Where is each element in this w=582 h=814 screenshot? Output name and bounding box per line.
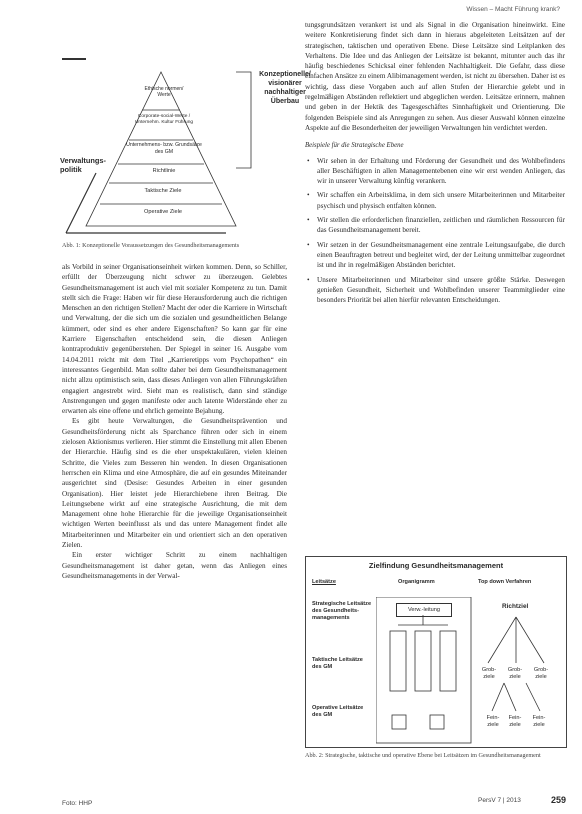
- bullet-item: • Wir stellen die erforderlichen finanziellen, zeitlichen und räumlichen Ressourcen für das Gesundheitsmanagement bereit.: [305, 215, 565, 236]
- section-rule: [62, 58, 86, 60]
- bullet-item: • Wir schaffen ein Arbeitsklima, in dem sich unsere Mitarbeiterinnen und Mitarbeiter psychisch und physisch entfalten können.: [305, 190, 565, 211]
- bullet-item: • Unsere Mitarbeiterinnen und Mitarbeiter sind unsere größte Stärke. Deswegen genießen Gesundheit, Sicherheit und Wohlbefinden unserer Teammitglieder eine besonders Priorität bei allen hierfür relevanten Entscheidungen.: [305, 275, 565, 306]
- figure2-title: Zielfindung Gesundheitsmanagement: [368, 561, 504, 570]
- page-number: 259: [550, 795, 566, 805]
- right-column: [305, 20, 565, 309]
- figure2-box: [305, 556, 567, 748]
- bullet-item: • Wir setzen in der Gesundheitsmanagement eine zentrale Leitungsaufgabe, die durch einen Beauftragten betreut und begleitet wird, der der Leitung unmittelbar zugeordnet ist und ihr in regelmäßigen Abständen berichtet.: [305, 240, 565, 271]
- pyramid-left-label: Verwaltungs- politik: [60, 156, 106, 174]
- left-paragraph-2: Es gibt heute Verwaltungen, die Gesundheitsprävention und Gesundheitsförderung nicht als Sparchance führen oder sich in einem zielosen Aktionismus verlieren. Hier stimmt die Einstellung mit allen Ebenen der Hierarchie. Häufig sind es die eher unspektakulären, vielen kleinen Schritte, die Vieles zum Besseren hin wenden. In diesen Organisationen herrschen ein Klima und eine Atmosphäre, die auf ein gesundes Miteinander ausgerichtet sind (Desise: Gesundes Arbeiten in einer gesunden Organisation). Hier leistet jede Hierarchiebene ihren Beitrag. Die Leitungsebene wirkt auf eine strategische Ausrichtung, die mit dem Management ohne hohe Hierarchie für die jeweilige Organisationseinheit wichtigen Werten beeinflusst als und das untere Management findet alle Mitarbeiterinnen und Mitarbeiter ein und orientiert sich an den operativen Zielen.: [62, 417, 287, 550]
- richtziel-label: Richtziel: [502, 603, 529, 610]
- grobziel-3: Grob-ziele: [533, 667, 549, 680]
- col-head-organigramm: Organigramm: [398, 579, 435, 585]
- pyramid-level-1: Ethische normen/ Werte: [144, 86, 184, 98]
- example-heading: Beispiele für die Strategische Ebene: [305, 142, 404, 150]
- grobziel-2: Grob-ziele: [507, 667, 523, 680]
- col-head-topdown: Top down Verfahren: [478, 579, 532, 585]
- bullet-item: • Wir sehen in der Erhaltung und Förderung der Gesundheit und des Wohlbefindens aller Beschäftigten in allen Managementebenen eine wir erst wenden Anliegen, das wir in unserer Verwaltung künftig verankern.: [305, 156, 565, 187]
- grobziel-1: Grob-ziele: [481, 667, 497, 680]
- left-column: [62, 262, 287, 581]
- pyramid-right-label: Konzeptionelle/ visionärer nachhaltiger Überbau: [259, 71, 311, 105]
- figure1-caption: Abb. 1: Konzeptionelle Voraussetzungen des Gesundheitsmanagements: [62, 242, 240, 249]
- right-paragraph: tungsgrundsätzen verankert ist und als Signal in die Organisation hineinwirkt. Eine weitere Konkretisierung findet sich dann in hieraus abgeleiteten Leitsätzen auf der strategischen, taktischen und operativen Ebene. Diese Leitsätze sind Leitplanken des Verhaltens. Die Idee und das Anliegen der Leitsätze ist bekannt, mitunter auch das ihr häufig beschiedenes Schicksal einer fehlenden Nachhaltigkeit. Die Gefahr, dass diese einfachen Ansätze zu einem Alibimanagement werden, ist nicht zu übersehen. Daher ist es wichtig, dass diese Vorgaben auch auf allen Stufen der Hierarchie gelebt und in regelmäßigen Abständen reflektiert und abgeglichen werden. Leitsätze erinnern, mahnen und geben in der Hektik des Tagesgeschäftes Sinnhaftigkeit und Orientierung. Die folgenden Beispiele sind als Anregungen zu sehen. Aus dieser Auswahl können einzelne Aspekte auf die Besonderheiten der jeweiligen Verwaltungen hin verdichtet werden.: [305, 21, 565, 132]
- pyramid-level-6: Operative Ziele: [144, 209, 182, 215]
- footer-magazine: PersV 7 | 2013: [478, 797, 521, 804]
- feinziel-3: Fein-ziele: [532, 715, 546, 728]
- left-paragraph-3: Ein erster wichtiger Schritt zu einem nachhaltigen Gesundheitsmanagement ist daher getan, wenn das Anliegen eines Gesundheitsmanagements in der Verwal-: [62, 551, 287, 580]
- pyramid-level-5: Taktische Ziele: [144, 188, 182, 194]
- row-tactical: Taktische Leitsätze des GM: [312, 657, 363, 670]
- pyramid-level-3: Unternehmens- bzw. Grundsätze des GM: [126, 142, 202, 155]
- row-operative: Operative Leitsätze des GM: [312, 705, 364, 718]
- left-paragraph-1: als Vorbild in seiner Organisationseinheit wirken kommen. Denn, so Schiller, erfüllt der Überzeugung nicht schwer zu überzeugen. Gelebtes Gesundheitsmanagement ist auch viel mit sozialer Kompetenz zu tun. Damit stellt sich die Frage: Haben wir für diese Herausforderung auch die richtigen Menschen an den richtigen Stellen? Macht der oder die Karriere in Wirtschaft und Verwaltung, der die sich um die sozialen und gesundheitlichen Belange kümmert, oder sind es eher andere Eigenschaften? So kann gar für eine Karriere Eigenschaften entscheidend sein, die diesen Anliegen kontraproduktiv gegenüberstehen. Der Spiegel in seiner 16. Ausgabe vom 14.04.2011 reicht mit dem Titel „Karrieretipps vom Psychopathen“ ein interessantes Gegenbild. Man sollte daher bei dem Gesundheitsmanagement nicht allzu optimistisch sein, dass dieses Anliegen von allen Führungskräften engagiert angestrebt wird. Sieht man es realistisch, dann sind ständige Anstrengungen und gegen manifeste oder auch latente Widerstände eher zu erwarten als eine offene und ehrlich gemeinte Bejahung.: [62, 263, 287, 416]
- bullet-list: [305, 156, 565, 306]
- col-head-leitsaetze: Leitsätze: [312, 579, 336, 585]
- pyramid-level-2: Corporate-social-Werte / Unternehm. Kultur Führung: [134, 114, 194, 125]
- running-header: Wissen – Macht Führung krank?: [466, 6, 560, 13]
- pyramid-level-4: Richtlinie: [152, 168, 176, 174]
- feinziel-1: Fein-ziele: [486, 715, 500, 728]
- feinziel-2: Fein-ziele: [508, 715, 522, 728]
- row-strategic: Strategische Leitsätze des Gesundheits-managements: [312, 601, 372, 621]
- org-top-box: Verw.-leitung: [396, 603, 452, 617]
- figure2-caption: Abb. 2: Strategische, taktische und operative Ebene bei Leitsätzen im Gesundheitsmanagement: [305, 752, 541, 759]
- footnote: Foto: HHP: [62, 800, 93, 807]
